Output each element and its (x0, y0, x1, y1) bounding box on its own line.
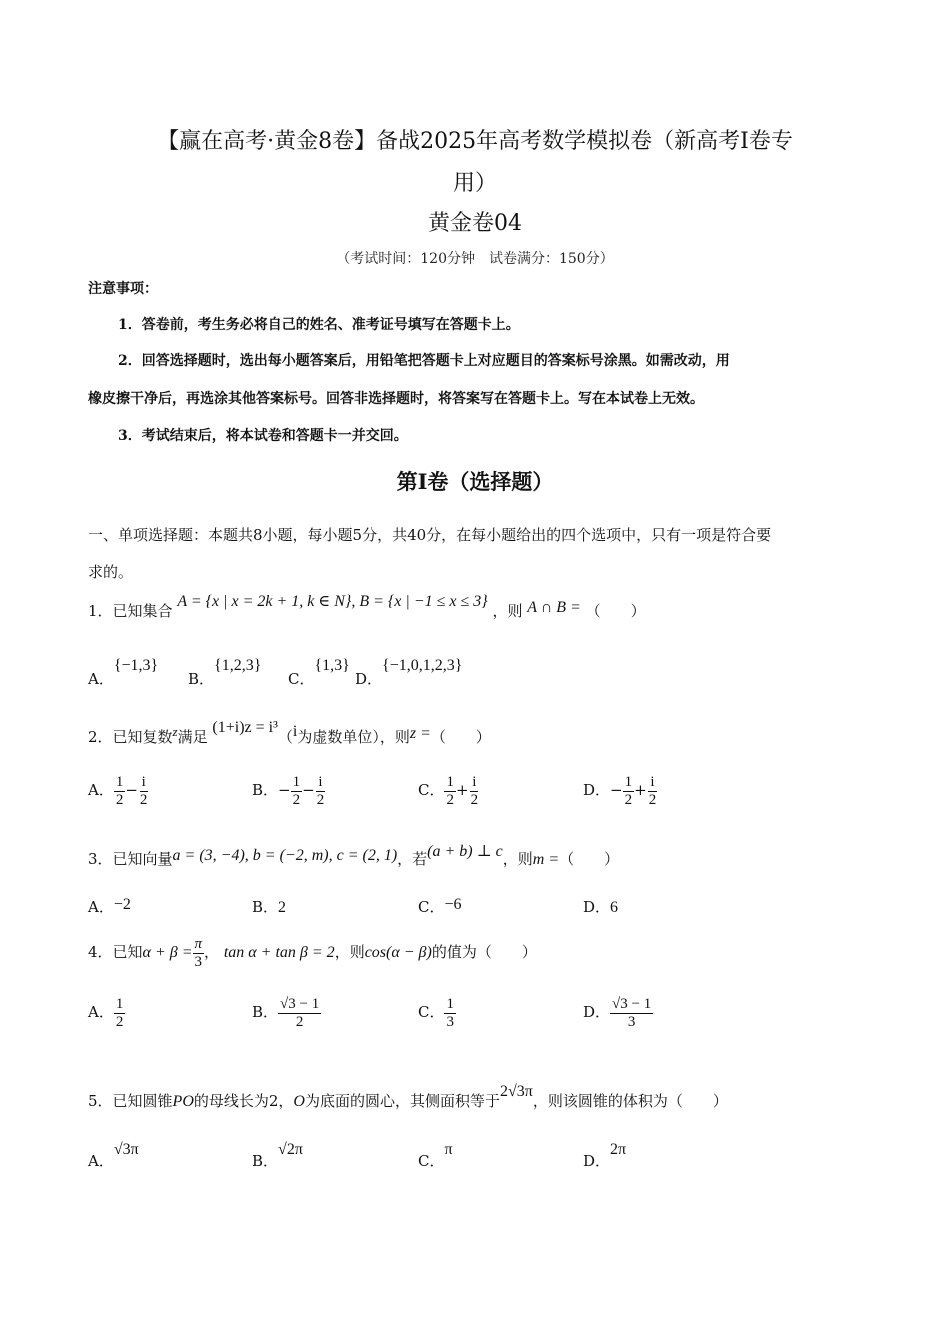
q2-option-a[interactable]: A． $\frac{1}{2}$ − $\frac{i}{2}$ (88, 774, 148, 808)
q5-option-c[interactable]: C．π (418, 1141, 453, 1170)
q3-option-b[interactable]: B．2 (252, 898, 287, 916)
q1-option-c[interactable]: C．{1,3} (288, 657, 350, 688)
q4-option-b[interactable]: B． $\frac{√3 - 1}{2}$ (252, 996, 320, 1030)
q1-prefix: 1．已知集合 (88, 602, 173, 620)
notice-item-2-line2: 橡皮擦干净后，再选涂其他答案标号。回答非选择题时，将答案写在答题卡上。写在本试卷上无效。 (88, 391, 704, 407)
exam-info: （考试时间：120分钟 试卷满分：150分） (336, 251, 614, 267)
q1-option-b[interactable]: B．{1,2,3} (188, 657, 262, 688)
question-3: 3．已知向量a = (3, −4), b = (−2, m), c = (2, 1)，若(a + b) ⊥ c，则m =（ ） (88, 843, 620, 868)
q4-option-a[interactable]: A． $\frac{1}{2}$ (88, 996, 124, 1030)
q5-area: 2√3π (500, 1083, 533, 1100)
q1-target: A ∩ B = (527, 599, 581, 616)
notice-item-3: 3．考试结束后，将本试卷和答题卡一并交回。 (118, 428, 408, 444)
q4-tan-condition: tan α + tan β = 2 (223, 944, 335, 961)
q2-option-d[interactable]: D．− $\frac{1}{2}$ + $\frac{i}{2}$ (583, 774, 657, 808)
question-2: 2．已知复数z满足 (1+i)z = i³（i为虚数单位），则z =（ ） (88, 719, 491, 746)
section-intro-line1: 一、单项选择题：本题共8小题，每小题5分，共40分，在每小题给出的四个选项中，只有一项是符合要 (88, 526, 772, 544)
q5-option-b[interactable]: B．√2π (252, 1141, 303, 1170)
notice-item-1: 1．答卷前，考生务必将自己的姓名、准考证号填写在答题卡上。 (118, 317, 520, 333)
q3-condition: (a + b) ⊥ c (427, 843, 503, 860)
q2-condition: (1+i)z = i³ (212, 719, 278, 736)
page-subtitle: 黄金卷04 (428, 211, 522, 236)
page-title-line2: 用） (452, 171, 497, 196)
q2-option-c[interactable]: C． $\frac{1}{2}$ + $\frac{i}{2}$ (418, 774, 479, 808)
page-title-line1: 【赢在高考·黄金8卷】备战2025年高考数学模拟卷（新高考Ⅰ卷专 (157, 129, 793, 154)
q4-target: cos(α − β) (364, 944, 432, 961)
notice-heading: 注意事项： (88, 281, 158, 297)
q3-option-a[interactable]: A．−2 (88, 896, 131, 916)
question-4: 4．已知α + β = $\frac{\pi}{3}$ ， tan α + tan β = 2，则cos(α − β)的值为（ ） (88, 936, 537, 970)
q5-option-d[interactable]: D．2π (583, 1141, 627, 1170)
q1-option-a[interactable]: A．{−1,3} (88, 657, 159, 688)
q1-paren: （ ） (585, 602, 646, 620)
notice-item-2-line1: 2．回答选择题时，选出每小题答案后，用铅笔把答题卡上对应题目的答案标号涂黑。如需改动，用 (118, 353, 730, 369)
q1-sets: A = {x | x = 2k + 1, k ∈ N}, B = {x | −1 ≤ x ≤ 3} (177, 593, 488, 610)
q5-option-a[interactable]: A．√3π (88, 1141, 139, 1170)
q2-option-b[interactable]: B．− $\frac{1}{2}$ − $\frac{i}{2}$ (252, 774, 325, 808)
q3-vectors: a = (3, −4), b = (−2, m), c = (2, 1) (172, 847, 398, 864)
section-intro-line2: 求的。 (88, 563, 134, 581)
q1-option-d[interactable]: D．{−1,0,1,2,3} (355, 657, 463, 688)
q3-option-c[interactable]: C．−6 (418, 896, 462, 916)
section-title: 第I卷（选择题） (396, 469, 554, 494)
question-5: 5．已知圆锥PO的母线长为2，O为底面的圆心，其侧面积等于2√3π，则该圆锥的体积为（ ） (88, 1083, 728, 1110)
question-1 (88, 593, 646, 621)
q4-option-c[interactable]: C． $\frac{1}{3}$ (418, 996, 454, 1030)
q4-option-d[interactable]: D． $\frac{√3 - 1}{3}$ (583, 996, 652, 1030)
q3-option-d[interactable]: D．6 (583, 898, 619, 916)
q1-mid: ，则 (492, 602, 523, 620)
